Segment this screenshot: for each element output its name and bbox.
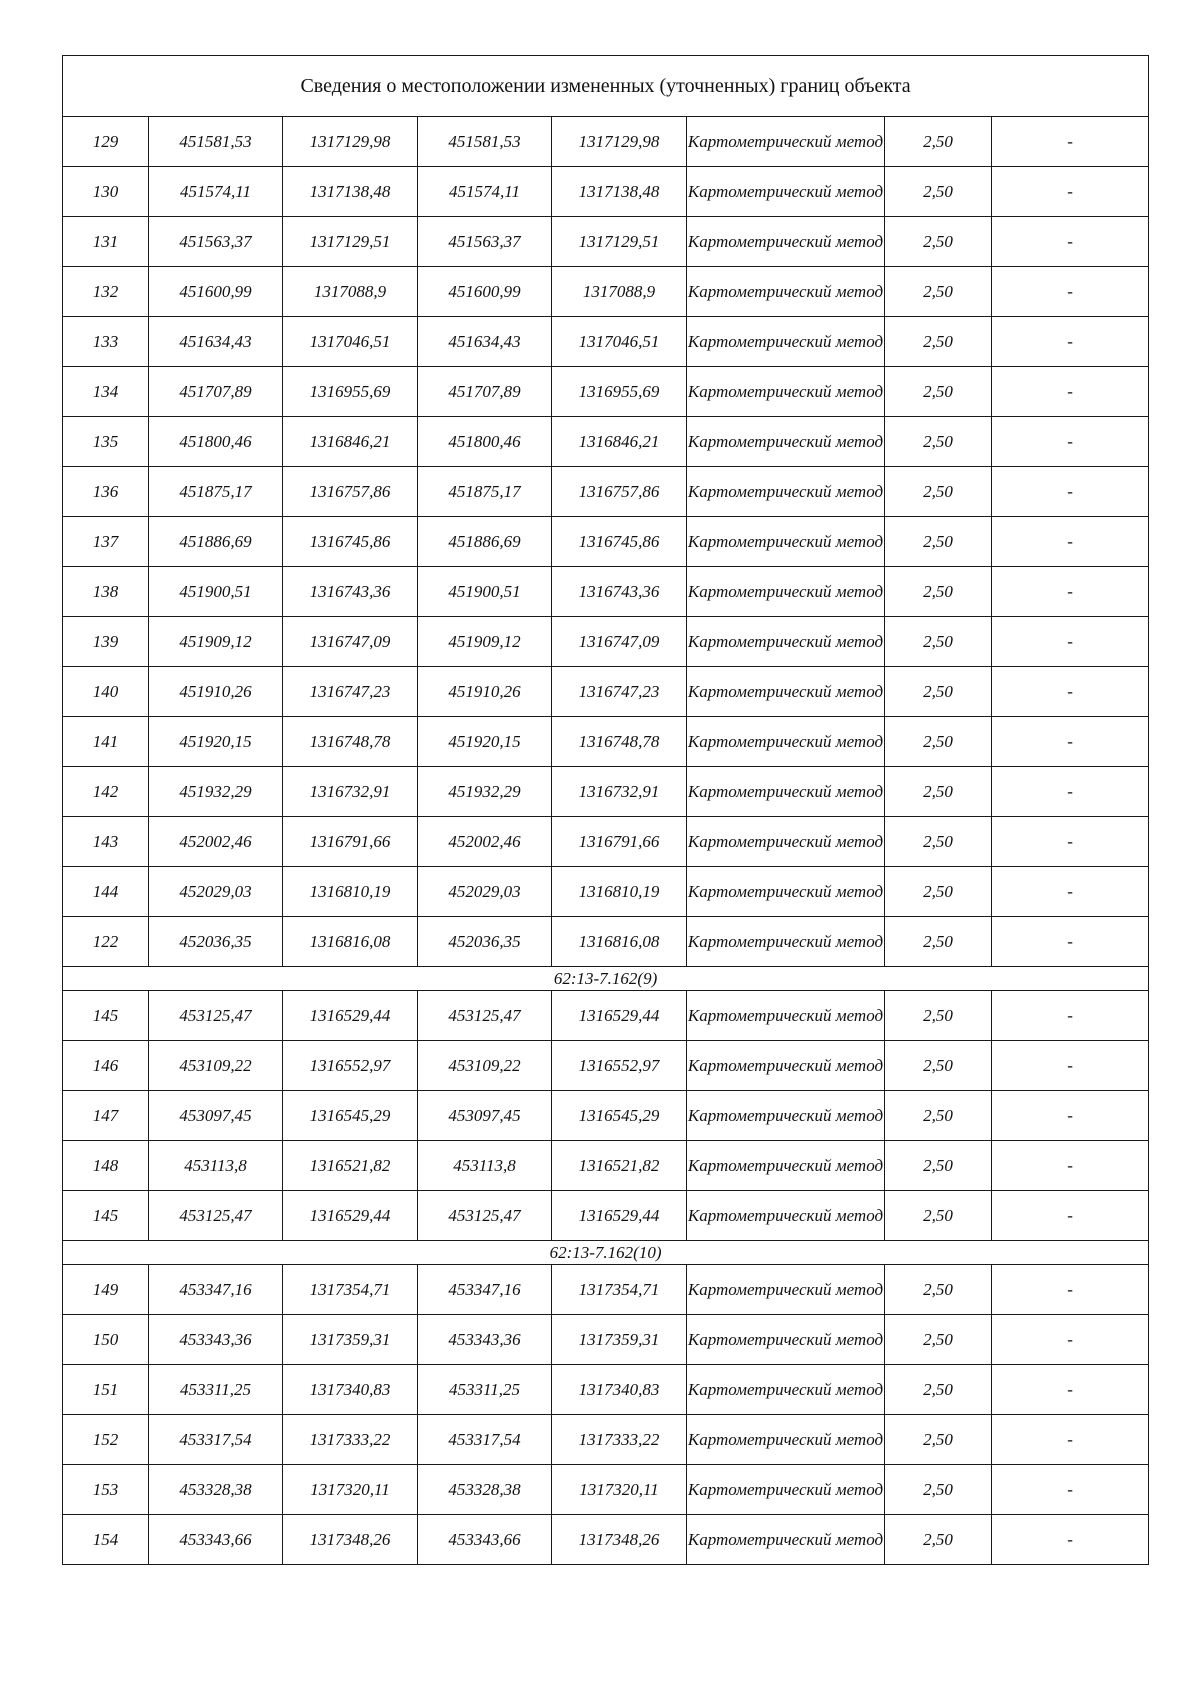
point-number-cell: 145	[63, 1191, 149, 1241]
method-cell: Картометрический метод	[687, 767, 885, 817]
point-number-cell: 145	[63, 991, 149, 1041]
refined-x-cell: 452029,03	[418, 867, 552, 917]
point-number-cell: 146	[63, 1041, 149, 1091]
table-row	[63, 567, 1149, 617]
table-title: Сведения о местоположении измененных (уточненных) границ объекта	[63, 56, 1149, 117]
existing-y-cell: 1316810,19	[283, 867, 418, 917]
refined-y-cell: 1316791,66	[552, 817, 687, 867]
section-label: 62:13-7.162(9)	[63, 967, 1149, 991]
accuracy-cell: 2,50	[885, 1265, 992, 1315]
refined-y-cell: 1317129,51	[552, 217, 687, 267]
accuracy-cell: 2,50	[885, 417, 992, 467]
existing-y-cell: 1316521,82	[283, 1141, 418, 1191]
accuracy-cell: 2,50	[885, 667, 992, 717]
note-cell: -	[992, 567, 1149, 617]
existing-y-cell: 1317359,31	[283, 1315, 418, 1365]
refined-y-cell: 1317340,83	[552, 1365, 687, 1415]
existing-x-cell: 453328,38	[149, 1465, 283, 1515]
refined-y-cell: 1317354,71	[552, 1265, 687, 1315]
method-cell: Картометрический метод	[687, 467, 885, 517]
refined-x-cell: 453113,8	[418, 1141, 552, 1191]
table-row	[63, 1191, 1149, 1241]
refined-y-cell: 1316747,23	[552, 667, 687, 717]
point-number-cell: 133	[63, 317, 149, 367]
refined-y-cell: 1316747,09	[552, 617, 687, 667]
point-number-cell: 154	[63, 1515, 149, 1565]
refined-x-cell: 451920,15	[418, 717, 552, 767]
accuracy-cell: 2,50	[885, 867, 992, 917]
existing-y-cell: 1316955,69	[283, 367, 418, 417]
table-row	[63, 1141, 1149, 1191]
existing-x-cell: 453113,8	[149, 1141, 283, 1191]
refined-x-cell: 451581,53	[418, 117, 552, 167]
existing-y-cell: 1317129,98	[283, 117, 418, 167]
point-number-cell: 147	[63, 1091, 149, 1141]
note-cell: -	[992, 1415, 1149, 1465]
note-cell: -	[992, 917, 1149, 967]
existing-y-cell: 1316816,08	[283, 917, 418, 967]
point-number-cell: 131	[63, 217, 149, 267]
method-cell: Картометрический метод	[687, 1315, 885, 1365]
existing-y-cell: 1316745,86	[283, 517, 418, 567]
existing-y-cell: 1317138,48	[283, 167, 418, 217]
table-row	[63, 1265, 1149, 1315]
point-number-cell: 153	[63, 1465, 149, 1515]
accuracy-cell: 2,50	[885, 467, 992, 517]
existing-x-cell: 451920,15	[149, 717, 283, 767]
point-number-cell: 144	[63, 867, 149, 917]
point-number-cell: 135	[63, 417, 149, 467]
refined-y-cell: 1316846,21	[552, 417, 687, 467]
title-row	[63, 56, 1149, 117]
point-number-cell: 130	[63, 167, 149, 217]
accuracy-cell: 2,50	[885, 1041, 992, 1091]
refined-x-cell: 451875,17	[418, 467, 552, 517]
table-row	[63, 1515, 1149, 1565]
refined-x-cell: 451634,43	[418, 317, 552, 367]
refined-x-cell: 451563,37	[418, 217, 552, 267]
section-label: 62:13-7.162(10)	[63, 1241, 1149, 1265]
existing-x-cell: 451563,37	[149, 217, 283, 267]
refined-y-cell: 1317348,26	[552, 1515, 687, 1565]
refined-y-cell: 1316816,08	[552, 917, 687, 967]
point-number-cell: 150	[63, 1315, 149, 1365]
accuracy-cell: 2,50	[885, 1465, 992, 1515]
refined-x-cell: 453343,66	[418, 1515, 552, 1565]
note-cell: -	[992, 1191, 1149, 1241]
accuracy-cell: 2,50	[885, 1191, 992, 1241]
refined-y-cell: 1316545,29	[552, 1091, 687, 1141]
table-row	[63, 417, 1149, 467]
existing-y-cell: 1316529,44	[283, 1191, 418, 1241]
point-number-cell: 132	[63, 267, 149, 317]
note-cell: -	[992, 1091, 1149, 1141]
table-row	[63, 667, 1149, 717]
existing-x-cell: 451574,11	[149, 167, 283, 217]
point-number-cell: 129	[63, 117, 149, 167]
accuracy-cell: 2,50	[885, 167, 992, 217]
existing-y-cell: 1316791,66	[283, 817, 418, 867]
point-number-cell: 122	[63, 917, 149, 967]
existing-y-cell: 1316732,91	[283, 767, 418, 817]
note-cell: -	[992, 167, 1149, 217]
boundary-coordinates-table	[62, 55, 1149, 1565]
table-row	[63, 317, 1149, 367]
method-cell: Картометрический метод	[687, 717, 885, 767]
note-cell: -	[992, 667, 1149, 717]
existing-y-cell: 1316757,86	[283, 467, 418, 517]
accuracy-cell: 2,50	[885, 1365, 992, 1415]
accuracy-cell: 2,50	[885, 991, 992, 1041]
accuracy-cell: 2,50	[885, 267, 992, 317]
method-cell: Картометрический метод	[687, 167, 885, 217]
table-row	[63, 217, 1149, 267]
accuracy-cell: 2,50	[885, 517, 992, 567]
method-cell: Картометрический метод	[687, 567, 885, 617]
table-body	[63, 56, 1149, 1565]
note-cell: -	[992, 317, 1149, 367]
method-cell: Картометрический метод	[687, 117, 885, 167]
accuracy-cell: 2,50	[885, 617, 992, 667]
refined-x-cell: 453125,47	[418, 1191, 552, 1241]
existing-x-cell: 453317,54	[149, 1415, 283, 1465]
refined-y-cell: 1316529,44	[552, 1191, 687, 1241]
table-row	[63, 167, 1149, 217]
refined-x-cell: 451909,12	[418, 617, 552, 667]
method-cell: Картометрический метод	[687, 517, 885, 567]
refined-x-cell: 451932,29	[418, 767, 552, 817]
refined-y-cell: 1316521,82	[552, 1141, 687, 1191]
existing-x-cell: 451900,51	[149, 567, 283, 617]
point-number-cell: 140	[63, 667, 149, 717]
method-cell: Картометрический метод	[687, 267, 885, 317]
note-cell: -	[992, 117, 1149, 167]
point-number-cell: 137	[63, 517, 149, 567]
method-cell: Картометрический метод	[687, 817, 885, 867]
existing-x-cell: 451932,29	[149, 767, 283, 817]
method-cell: Картометрический метод	[687, 1265, 885, 1315]
existing-x-cell: 453347,16	[149, 1265, 283, 1315]
method-cell: Картометрический метод	[687, 991, 885, 1041]
accuracy-cell: 2,50	[885, 917, 992, 967]
existing-x-cell: 451886,69	[149, 517, 283, 567]
refined-y-cell: 1316529,44	[552, 991, 687, 1041]
note-cell: -	[992, 467, 1149, 517]
method-cell: Картометрический метод	[687, 1141, 885, 1191]
existing-y-cell: 1317348,26	[283, 1515, 418, 1565]
method-cell: Картометрический метод	[687, 1465, 885, 1515]
refined-y-cell: 1317088,9	[552, 267, 687, 317]
refined-x-cell: 451600,99	[418, 267, 552, 317]
refined-x-cell: 451910,26	[418, 667, 552, 717]
note-cell: -	[992, 1141, 1149, 1191]
table-row	[63, 367, 1149, 417]
refined-x-cell: 453328,38	[418, 1465, 552, 1515]
existing-y-cell: 1317320,11	[283, 1465, 418, 1515]
note-cell: -	[992, 517, 1149, 567]
method-cell: Картометрический метод	[687, 317, 885, 367]
refined-x-cell: 451707,89	[418, 367, 552, 417]
note-cell: -	[992, 1041, 1149, 1091]
refined-x-cell: 451574,11	[418, 167, 552, 217]
accuracy-cell: 2,50	[885, 717, 992, 767]
existing-y-cell: 1316747,09	[283, 617, 418, 667]
accuracy-cell: 2,50	[885, 367, 992, 417]
existing-y-cell: 1316747,23	[283, 667, 418, 717]
refined-x-cell: 451900,51	[418, 567, 552, 617]
existing-x-cell: 451634,43	[149, 317, 283, 367]
note-cell: -	[992, 417, 1149, 467]
existing-x-cell: 453311,25	[149, 1365, 283, 1415]
method-cell: Картометрический метод	[687, 917, 885, 967]
existing-y-cell: 1316529,44	[283, 991, 418, 1041]
table-row	[63, 1365, 1149, 1415]
refined-x-cell: 452036,35	[418, 917, 552, 967]
refined-y-cell: 1317129,98	[552, 117, 687, 167]
existing-y-cell: 1317088,9	[283, 267, 418, 317]
table-row	[63, 467, 1149, 517]
existing-x-cell: 452036,35	[149, 917, 283, 967]
table-row	[63, 1041, 1149, 1091]
note-cell: -	[992, 1465, 1149, 1515]
point-number-cell: 151	[63, 1365, 149, 1415]
refined-y-cell: 1316552,97	[552, 1041, 687, 1091]
existing-y-cell: 1316545,29	[283, 1091, 418, 1141]
table-row	[63, 717, 1149, 767]
existing-x-cell: 451707,89	[149, 367, 283, 417]
existing-x-cell: 451800,46	[149, 417, 283, 467]
refined-y-cell: 1316810,19	[552, 867, 687, 917]
note-cell: -	[992, 991, 1149, 1041]
table-row	[63, 917, 1149, 967]
note-cell: -	[992, 217, 1149, 267]
section-header-row	[63, 967, 1149, 991]
table-row	[63, 867, 1149, 917]
existing-y-cell: 1317046,51	[283, 317, 418, 367]
refined-y-cell: 1316743,36	[552, 567, 687, 617]
method-cell: Картометрический метод	[687, 1365, 885, 1415]
method-cell: Картометрический метод	[687, 1515, 885, 1565]
table-row	[63, 991, 1149, 1041]
refined-x-cell: 451800,46	[418, 417, 552, 467]
table-row	[63, 117, 1149, 167]
method-cell: Картометрический метод	[687, 667, 885, 717]
method-cell: Картометрический метод	[687, 217, 885, 267]
refined-x-cell: 453311,25	[418, 1365, 552, 1415]
accuracy-cell: 2,50	[885, 1515, 992, 1565]
table-row	[63, 1315, 1149, 1365]
point-number-cell: 138	[63, 567, 149, 617]
existing-y-cell: 1317354,71	[283, 1265, 418, 1315]
point-number-cell: 136	[63, 467, 149, 517]
refined-y-cell: 1316955,69	[552, 367, 687, 417]
note-cell: -	[992, 717, 1149, 767]
existing-x-cell: 453125,47	[149, 991, 283, 1041]
existing-x-cell: 452029,03	[149, 867, 283, 917]
point-number-cell: 149	[63, 1265, 149, 1315]
method-cell: Картометрический метод	[687, 1191, 885, 1241]
existing-x-cell: 451581,53	[149, 117, 283, 167]
refined-x-cell: 453317,54	[418, 1415, 552, 1465]
refined-y-cell: 1317320,11	[552, 1465, 687, 1515]
refined-x-cell: 452002,46	[418, 817, 552, 867]
accuracy-cell: 2,50	[885, 1091, 992, 1141]
point-number-cell: 139	[63, 617, 149, 667]
note-cell: -	[992, 867, 1149, 917]
refined-x-cell: 453097,45	[418, 1091, 552, 1141]
existing-y-cell: 1317340,83	[283, 1365, 418, 1415]
existing-x-cell: 453109,22	[149, 1041, 283, 1091]
note-cell: -	[992, 1315, 1149, 1365]
accuracy-cell: 2,50	[885, 317, 992, 367]
refined-y-cell: 1316732,91	[552, 767, 687, 817]
method-cell: Картометрический метод	[687, 1415, 885, 1465]
existing-y-cell: 1316552,97	[283, 1041, 418, 1091]
refined-y-cell: 1316748,78	[552, 717, 687, 767]
accuracy-cell: 2,50	[885, 217, 992, 267]
existing-y-cell: 1316846,21	[283, 417, 418, 467]
existing-x-cell: 451600,99	[149, 267, 283, 317]
method-cell: Картометрический метод	[687, 367, 885, 417]
accuracy-cell: 2,50	[885, 1415, 992, 1465]
refined-x-cell: 453109,22	[418, 1041, 552, 1091]
table-row	[63, 817, 1149, 867]
table-row	[63, 1091, 1149, 1141]
note-cell: -	[992, 1365, 1149, 1415]
accuracy-cell: 2,50	[885, 1141, 992, 1191]
note-cell: -	[992, 267, 1149, 317]
refined-y-cell: 1317333,22	[552, 1415, 687, 1465]
point-number-cell: 141	[63, 717, 149, 767]
table-row	[63, 1415, 1149, 1465]
refined-y-cell: 1316757,86	[552, 467, 687, 517]
note-cell: -	[992, 817, 1149, 867]
method-cell: Картометрический метод	[687, 1041, 885, 1091]
accuracy-cell: 2,50	[885, 817, 992, 867]
method-cell: Картометрический метод	[687, 617, 885, 667]
section-header-row	[63, 1241, 1149, 1265]
existing-y-cell: 1317333,22	[283, 1415, 418, 1465]
accuracy-cell: 2,50	[885, 767, 992, 817]
point-number-cell: 152	[63, 1415, 149, 1465]
existing-y-cell: 1316743,36	[283, 567, 418, 617]
table-row	[63, 1465, 1149, 1515]
refined-x-cell: 453125,47	[418, 991, 552, 1041]
refined-x-cell: 453347,16	[418, 1265, 552, 1315]
refined-y-cell: 1317046,51	[552, 317, 687, 367]
refined-x-cell: 453343,36	[418, 1315, 552, 1365]
existing-x-cell: 453125,47	[149, 1191, 283, 1241]
point-number-cell: 143	[63, 817, 149, 867]
method-cell: Картометрический метод	[687, 867, 885, 917]
method-cell: Картометрический метод	[687, 417, 885, 467]
point-number-cell: 134	[63, 367, 149, 417]
refined-x-cell: 451886,69	[418, 517, 552, 567]
existing-x-cell: 453097,45	[149, 1091, 283, 1141]
refined-y-cell: 1317359,31	[552, 1315, 687, 1365]
point-number-cell: 148	[63, 1141, 149, 1191]
note-cell: -	[992, 617, 1149, 667]
table-row	[63, 767, 1149, 817]
existing-x-cell: 452002,46	[149, 817, 283, 867]
note-cell: -	[992, 767, 1149, 817]
accuracy-cell: 2,50	[885, 1315, 992, 1365]
method-cell: Картометрический метод	[687, 1091, 885, 1141]
note-cell: -	[992, 367, 1149, 417]
existing-x-cell: 451909,12	[149, 617, 283, 667]
note-cell: -	[992, 1265, 1149, 1315]
table-row	[63, 617, 1149, 667]
refined-y-cell: 1317138,48	[552, 167, 687, 217]
table-row	[63, 517, 1149, 567]
table-row	[63, 267, 1149, 317]
existing-x-cell: 451875,17	[149, 467, 283, 517]
existing-y-cell: 1316748,78	[283, 717, 418, 767]
existing-x-cell: 453343,36	[149, 1315, 283, 1365]
document-page	[62, 55, 1148, 1565]
point-number-cell: 142	[63, 767, 149, 817]
accuracy-cell: 2,50	[885, 567, 992, 617]
existing-y-cell: 1317129,51	[283, 217, 418, 267]
existing-x-cell: 453343,66	[149, 1515, 283, 1565]
existing-x-cell: 451910,26	[149, 667, 283, 717]
accuracy-cell: 2,50	[885, 117, 992, 167]
note-cell: -	[992, 1515, 1149, 1565]
refined-y-cell: 1316745,86	[552, 517, 687, 567]
